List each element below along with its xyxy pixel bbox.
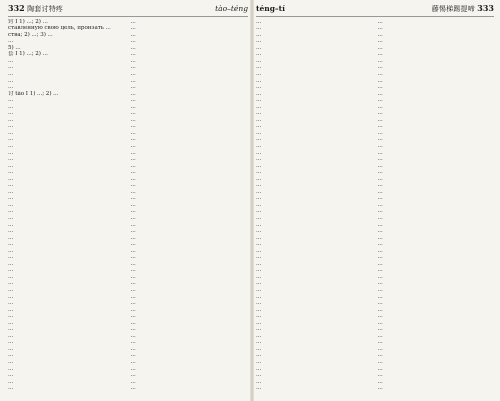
entry-line: ... [130,378,136,385]
entry-line: ... [8,77,14,84]
entry-line: ... [130,188,136,195]
entry-line: ... [256,365,262,372]
entry-line: ... [130,57,136,64]
entry-line: ... [256,64,262,71]
entry-line: ... [8,175,14,182]
entry-line: ... [8,254,14,261]
entry-line: ... [8,359,14,366]
entry-line: ... [8,38,14,45]
entry-line: ... [377,77,383,84]
entry-line: ... [377,129,383,136]
entry-line: ... [8,182,14,189]
right-header-rule [256,16,494,17]
entry-line: ... [130,149,136,156]
entry-line: ... [377,201,383,208]
entry-line: ... [377,247,383,254]
entry-line: ... [377,38,383,45]
entry-line: ... [377,267,383,274]
right-page-keyword: téng–tí [256,4,285,13]
entry-line: ... [8,300,14,307]
entry-line: ... [377,156,383,163]
entry-line: ... [256,326,262,333]
entry-line: ... [377,234,383,241]
entry-line: ... [130,175,136,182]
entry-line: ... [377,103,383,110]
entry-line: ... [256,201,262,208]
right-col-1 [256,19,373,392]
entry-line: ... [256,84,262,91]
entry-line: ... [130,345,136,352]
entry-line: ... [377,51,383,58]
entry-line: ... [130,372,136,379]
entry-line: ... [130,385,136,392]
entry-line: ... [256,38,262,45]
entry-line: ... [130,103,136,110]
entry-line: ... [256,260,262,267]
entry-line: ... [130,215,136,221]
entry-line: ... [8,385,14,392]
entry-line: ... [256,247,262,254]
entry-line: ... [8,123,14,130]
entry-line: ... [130,247,136,254]
entry-line: ... [130,293,136,300]
right-col-2 [378,19,495,392]
entry-line: ... [130,77,136,84]
entry-line: ... [8,293,14,300]
entry-line: ... [256,129,262,136]
entry-line: ... [130,280,136,287]
entry-line: ... [130,25,136,32]
entry-line: ... [377,306,383,313]
entry-line: ... [256,221,262,228]
entry-line: ... [377,162,383,169]
entry-line: ... [130,326,136,333]
entry-line: ... [130,84,136,91]
entry-line: ... [130,241,136,248]
entry-line: ... [8,162,14,169]
entry-line: ... [377,339,383,346]
entry-line: ... [130,44,136,51]
entry-line: ... [256,188,262,195]
entry-line: ... [130,142,136,149]
entry-line: ... [377,378,383,385]
entry-line: ... [256,136,262,143]
entry-line: ... [377,352,383,359]
entry-line: ... [256,77,262,84]
entry-line: ... [377,300,383,307]
entry-line: ... [377,319,383,326]
entry-line: ... [256,300,262,307]
entry-line: ... [256,267,262,274]
entry-line: ... [130,64,136,71]
entry-line: ... [256,359,262,366]
entry-line: ... [256,254,262,261]
entry-line: ... [130,208,136,215]
entry-line: ... [377,97,383,104]
entry-line: ... [130,116,136,123]
entry-line: ... [377,123,383,130]
entry-line: ... [256,195,262,202]
entry-line: 窍 I 1) ...; 2) ... [8,18,48,25]
left-col-2 [131,19,249,392]
entry-line: ... [377,313,383,320]
entry-line: ... [8,149,14,156]
entry-line: ... [8,201,14,208]
entry-line: ... [256,313,262,320]
entry-line: ... [256,25,262,32]
entry-line: ... [377,169,383,176]
left-col-1 [8,19,126,392]
entry-line: ... [130,273,136,280]
entry-line: ... [130,110,136,117]
entry-line: ... [8,208,14,215]
entry-line: ... [256,70,262,77]
entry-line: ... [8,326,14,333]
entry-line: ... [256,345,262,352]
entry-line: ... [256,110,262,117]
entry-line: ... [130,228,136,235]
entry-line: ... [8,142,14,149]
entry-line: ... [8,116,14,123]
entry-line: ... [377,345,383,352]
entry-line: ... [130,365,136,372]
entry-line: ... [256,385,262,392]
entry-line: ... [256,57,262,64]
entry-line: ... [377,31,383,38]
entry-line: ... [8,319,14,326]
entry-line: ... [8,57,14,64]
entry-line: ... [256,208,262,215]
entry-line: ... [377,273,383,280]
entry-line: ... [256,241,262,248]
entry-line: ... [377,293,383,300]
entry-line: ... [8,215,14,221]
left-page-number: 332 [8,3,25,13]
entry-line: ... [130,129,136,136]
entry-line: ... [130,352,136,359]
entry-line: ... [8,332,14,339]
entry-line: 5) ... [8,44,21,51]
entry-line: ... [8,306,14,313]
entry-line: ... [256,319,262,326]
entry-line: ... [377,90,383,97]
entry-line: ... [256,156,262,163]
entry-line: ... [130,90,136,97]
entry-line: ... [8,345,14,352]
entry-line: ... [130,169,136,176]
right-page-title: 藤惕梯踢提啼 [431,5,475,13]
entry-line: ... [377,142,383,149]
entry-line: ... [256,142,262,149]
entry-line: ства; 2) ...; 3) ... [8,31,53,38]
entry-line: ... [130,51,136,58]
entry-line: ... [8,221,14,228]
entry-line: ... [130,162,136,169]
entry-line: ... [256,51,262,58]
entry-line: ... [8,365,14,372]
entry-line: ... [256,90,262,97]
right-page [252,0,500,401]
entry-line: ... [377,175,383,182]
entry-line: ... [256,287,262,294]
entry-line: ... [377,195,383,202]
entry-line: ... [8,287,14,294]
entry-line: ... [377,136,383,143]
entry-line: ... [256,293,262,300]
right-page-number: 333 [477,3,494,13]
entry-line: ... [130,254,136,261]
entry-line: ... [256,175,262,182]
entry-line: ... [8,136,14,143]
entry-line: ... [130,70,136,77]
entry-line: ... [8,241,14,248]
right-page-header [256,4,494,14]
entry-line: ... [256,332,262,339]
entry-line: ... [130,234,136,241]
entry-line: ... [130,221,136,228]
entry-line: ... [130,182,136,189]
entry-line: ... [130,300,136,307]
entry-line: ... [8,84,14,91]
entry-line: ... [8,352,14,359]
entry-line: ... [377,287,383,294]
entry-line: ... [256,31,262,38]
entry-line: ... [130,267,136,274]
entry-line: ... [256,372,262,379]
entry-line: ... [256,280,262,287]
entry-line: ... [256,306,262,313]
entry-line: ... [377,188,383,195]
entry-line: ... [256,103,262,110]
entry-line: ... [130,195,136,202]
left-page-header [8,4,248,14]
entry-line: ... [377,25,383,32]
entry-line: ... [256,97,262,104]
entry-line: ... [8,70,14,77]
entry-line: ... [130,313,136,320]
entry-line: ... [130,18,136,25]
entry-line: ... [130,31,136,38]
entry-line: ... [130,287,136,294]
entry-line: ... [130,319,136,326]
entry-line: ... [377,228,383,235]
entry-line: ... [8,103,14,110]
entry-line: ... [377,260,383,267]
entry-line: ... [377,215,383,221]
entry-line: ... [8,169,14,176]
entry-line: ... [8,260,14,267]
entry-line: ... [8,156,14,163]
entry-line: ... [256,18,262,25]
entry-line: ... [130,38,136,45]
entry-line: ... [256,234,262,241]
entry-line: ... [377,326,383,333]
entry-line: ... [130,339,136,346]
entry-line: ... [377,254,383,261]
entry-line: ... [377,44,383,51]
entry-line: ... [8,97,14,104]
entry-line: ... [130,306,136,313]
entry-line: ... [377,372,383,379]
entry-line: ... [256,44,262,51]
entry-line: ... [377,332,383,339]
entry-line: ... [377,241,383,248]
entry-line: ... [256,182,262,189]
entry-line: 讨 tǎo I 1) ...; 2) ... [8,90,59,97]
entry-line: ... [8,247,14,254]
entry-line: ... [377,149,383,156]
entry-line: ... [130,156,136,163]
entry-line: ... [377,110,383,117]
entry-line: ... [377,64,383,71]
entry-line: ... [377,182,383,189]
entry-line: ... [130,201,136,208]
entry-line: ... [377,70,383,77]
left-page-title: 陶套讨特疼 [27,5,64,13]
left-page-keyword: tào–téng [215,4,248,13]
left-header-rule [8,16,248,17]
entry-line: ... [256,273,262,280]
entry-line: ... [8,188,14,195]
entry-line: ... [256,149,262,156]
entry-line: ... [8,110,14,117]
entry-line: ... [377,116,383,123]
entry-line: ... [377,57,383,64]
entry-line: ... [130,359,136,366]
entry-line: ... [377,385,383,392]
entry-line: ... [8,234,14,241]
entry-line: ... [377,221,383,228]
entry-line: ... [256,378,262,385]
entry-line: ... [377,365,383,372]
entry-line: ... [377,84,383,91]
entry-line: 套 I 1) ...; 2) ... [8,51,48,58]
entry-line: ... [130,260,136,267]
entry-line: ... [256,162,262,169]
entry-line: ... [256,339,262,346]
entry-line: ... [377,208,383,215]
entry-line: ... [377,359,383,366]
entry-line: ... [8,313,14,320]
entry-line: ... [130,332,136,339]
entry-line: ... [8,267,14,274]
entry-line: ... [8,339,14,346]
entry-line: ... [8,378,14,385]
entry-line: ... [256,169,262,176]
entry-line: ... [256,352,262,359]
entry-line: ... [130,123,136,130]
entry-line: ... [377,18,383,25]
entry-line: ... [8,372,14,379]
entry-line: ... [256,215,262,221]
entry-line: ... [8,129,14,136]
entry-line: ставленную свою цель, пронзать ... [8,25,111,32]
entry-line: ... [8,195,14,202]
entry-line: ... [130,97,136,104]
entry-line: ... [8,64,14,71]
entry-line: ... [8,228,14,235]
entry-line: ... [256,123,262,130]
entry-line: ... [256,228,262,235]
entry-line: ... [130,136,136,143]
entry-line: ... [377,280,383,287]
entry-line: ... [8,273,14,280]
entry-line: ... [256,116,262,123]
entry-line: ... [8,280,14,287]
